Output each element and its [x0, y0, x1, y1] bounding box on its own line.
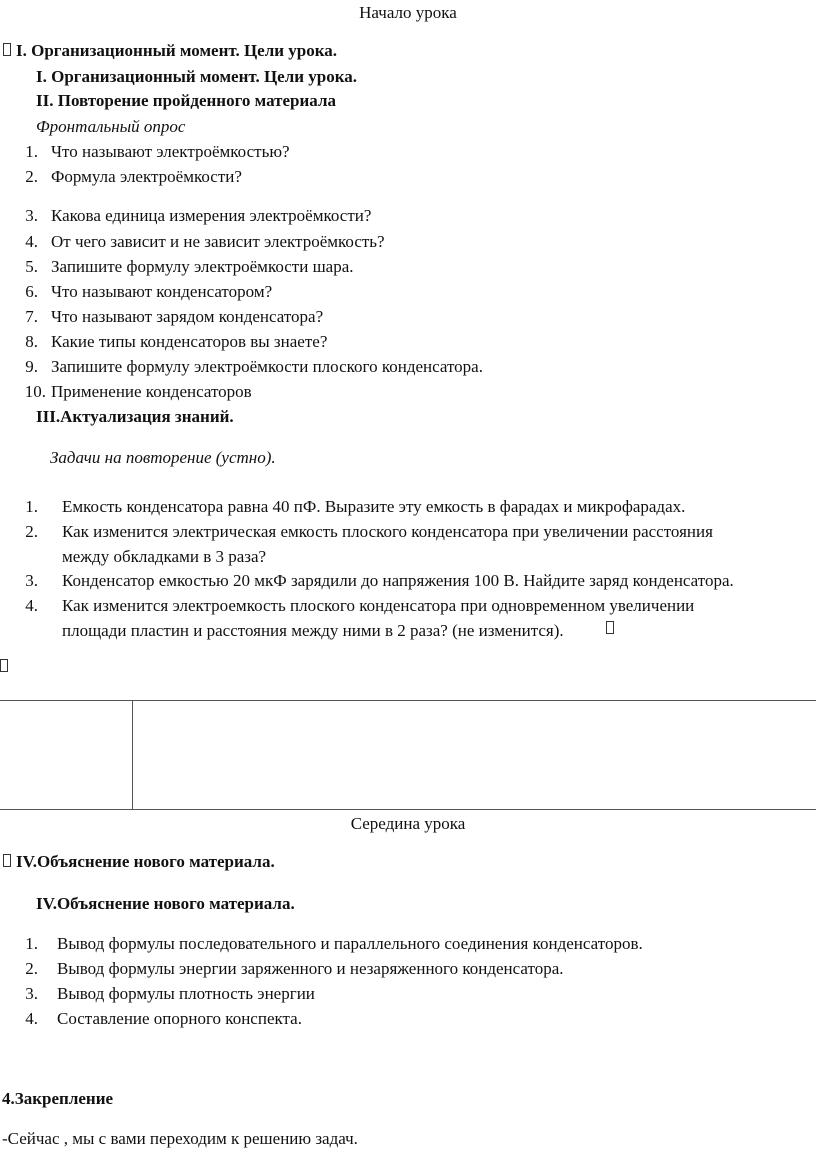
list-item-text: Как изменится электрическая емкость плоского конденсатора при увеличении расстояния [62, 522, 713, 541]
list-item-number: 3. [25, 984, 38, 1003]
middle-heading: Середина урока [350, 814, 466, 833]
list-item-text: Вывод формулы плотность энергии [57, 984, 315, 1003]
list-item-number: 3. [25, 571, 38, 590]
table-border-bottom [0, 809, 816, 810]
list-item-text: Вывод формулы энергии заряженного и незаряженного конденсатора. [57, 959, 564, 978]
list-item-number: 4. [25, 1009, 38, 1028]
list-item-number: 1. [25, 497, 38, 516]
section5-title: 4.Закрепление [2, 1089, 114, 1108]
section5-text: -Сейчас , мы с вами переходим к решению задач. [2, 1129, 358, 1148]
list-item-number: 10. [24, 382, 46, 401]
list-item-number: 2. [25, 167, 38, 186]
section4-title: IV.Объяснение нового материала. [36, 894, 295, 913]
section3-subtitle: Задачи на повторение (устно). [50, 448, 276, 467]
list-item-number: 4. [25, 596, 38, 615]
list-item-number: 8. [25, 332, 38, 351]
list-item-text: От чего зависит и не зависит электроёмкость? [51, 232, 385, 251]
list-item-text-continued: между обкладками в 3 раза? [62, 547, 267, 566]
list-item-number: 5. [25, 257, 38, 276]
list-item-number: 1. [25, 142, 38, 161]
list-item-text: Какие типы конденсаторов вы знаете? [51, 332, 328, 351]
list-item-text: Емкость конденсатора равна 40 пФ. Выразите эту емкость в фарадах и микрофарадах. [62, 497, 686, 516]
list-item-number: 6. [25, 282, 38, 301]
table-border-top [0, 700, 816, 701]
list-item-number: 2. [25, 522, 38, 541]
list-item-number: 2. [25, 959, 38, 978]
section3-title: III.Актуализация знаний. [36, 407, 234, 426]
list-item-text: Применение конденсаторов [51, 382, 252, 401]
section2-title: II. Повторение пройденного материала [36, 91, 336, 110]
section2-subtitle: Фронтальный опрос [36, 117, 186, 136]
list-item-text: Что называют зарядом конденсатора? [51, 307, 324, 326]
list-item-text: Вывод формулы последовательного и параллельного соединения конденсаторов. [57, 934, 643, 953]
list-item-text: Конденсатор емкостью 20 мкФ зарядили до напряжения 100 В. Найдите заряд конденсатора. [62, 571, 734, 590]
list-item-number: 7. [25, 307, 38, 326]
list-item-number: 3. [25, 206, 38, 225]
section4-toc-title: IV.Объяснение нового материала. [16, 852, 275, 871]
list-item-text: Запишите формулу электроёмкости плоского конденсатора. [51, 357, 483, 376]
list-item-text: Запишите формулу электроёмкости шара. [51, 257, 354, 276]
placeholder-glyph-icon [0, 659, 8, 672]
list-item-number: 9. [25, 357, 38, 376]
list-item-text: Составление опорного конспекта. [57, 1009, 302, 1028]
list-item-text: Что называют электроёмкостью? [51, 142, 290, 161]
section1-title: I. Организационный момент. Цели урока. [36, 67, 358, 86]
list-item-text: Как изменится электроемкость плоского конденсатора при одновременном увеличении [62, 596, 695, 615]
placeholder-glyph-icon [606, 621, 614, 634]
section1-toc-title: I. Организационный момент. Цели урока. [16, 41, 338, 60]
list-item-number: 4. [25, 232, 38, 251]
list-item-text-continued: площади пластин и расстояния между ними в 2 раза? (не изменится). [62, 621, 564, 640]
list-item-text: Формула электроёмкости? [51, 167, 242, 186]
start-heading: Начало урока [359, 3, 457, 22]
list-item-text: Что называют конденсатором? [51, 282, 273, 301]
placeholder-glyph-icon [3, 43, 11, 56]
table-column-divider [132, 700, 133, 809]
list-item-text: Какова единица измерения электроёмкости? [51, 206, 372, 225]
list-item-number: 1. [25, 934, 38, 953]
placeholder-glyph-icon [3, 854, 11, 867]
